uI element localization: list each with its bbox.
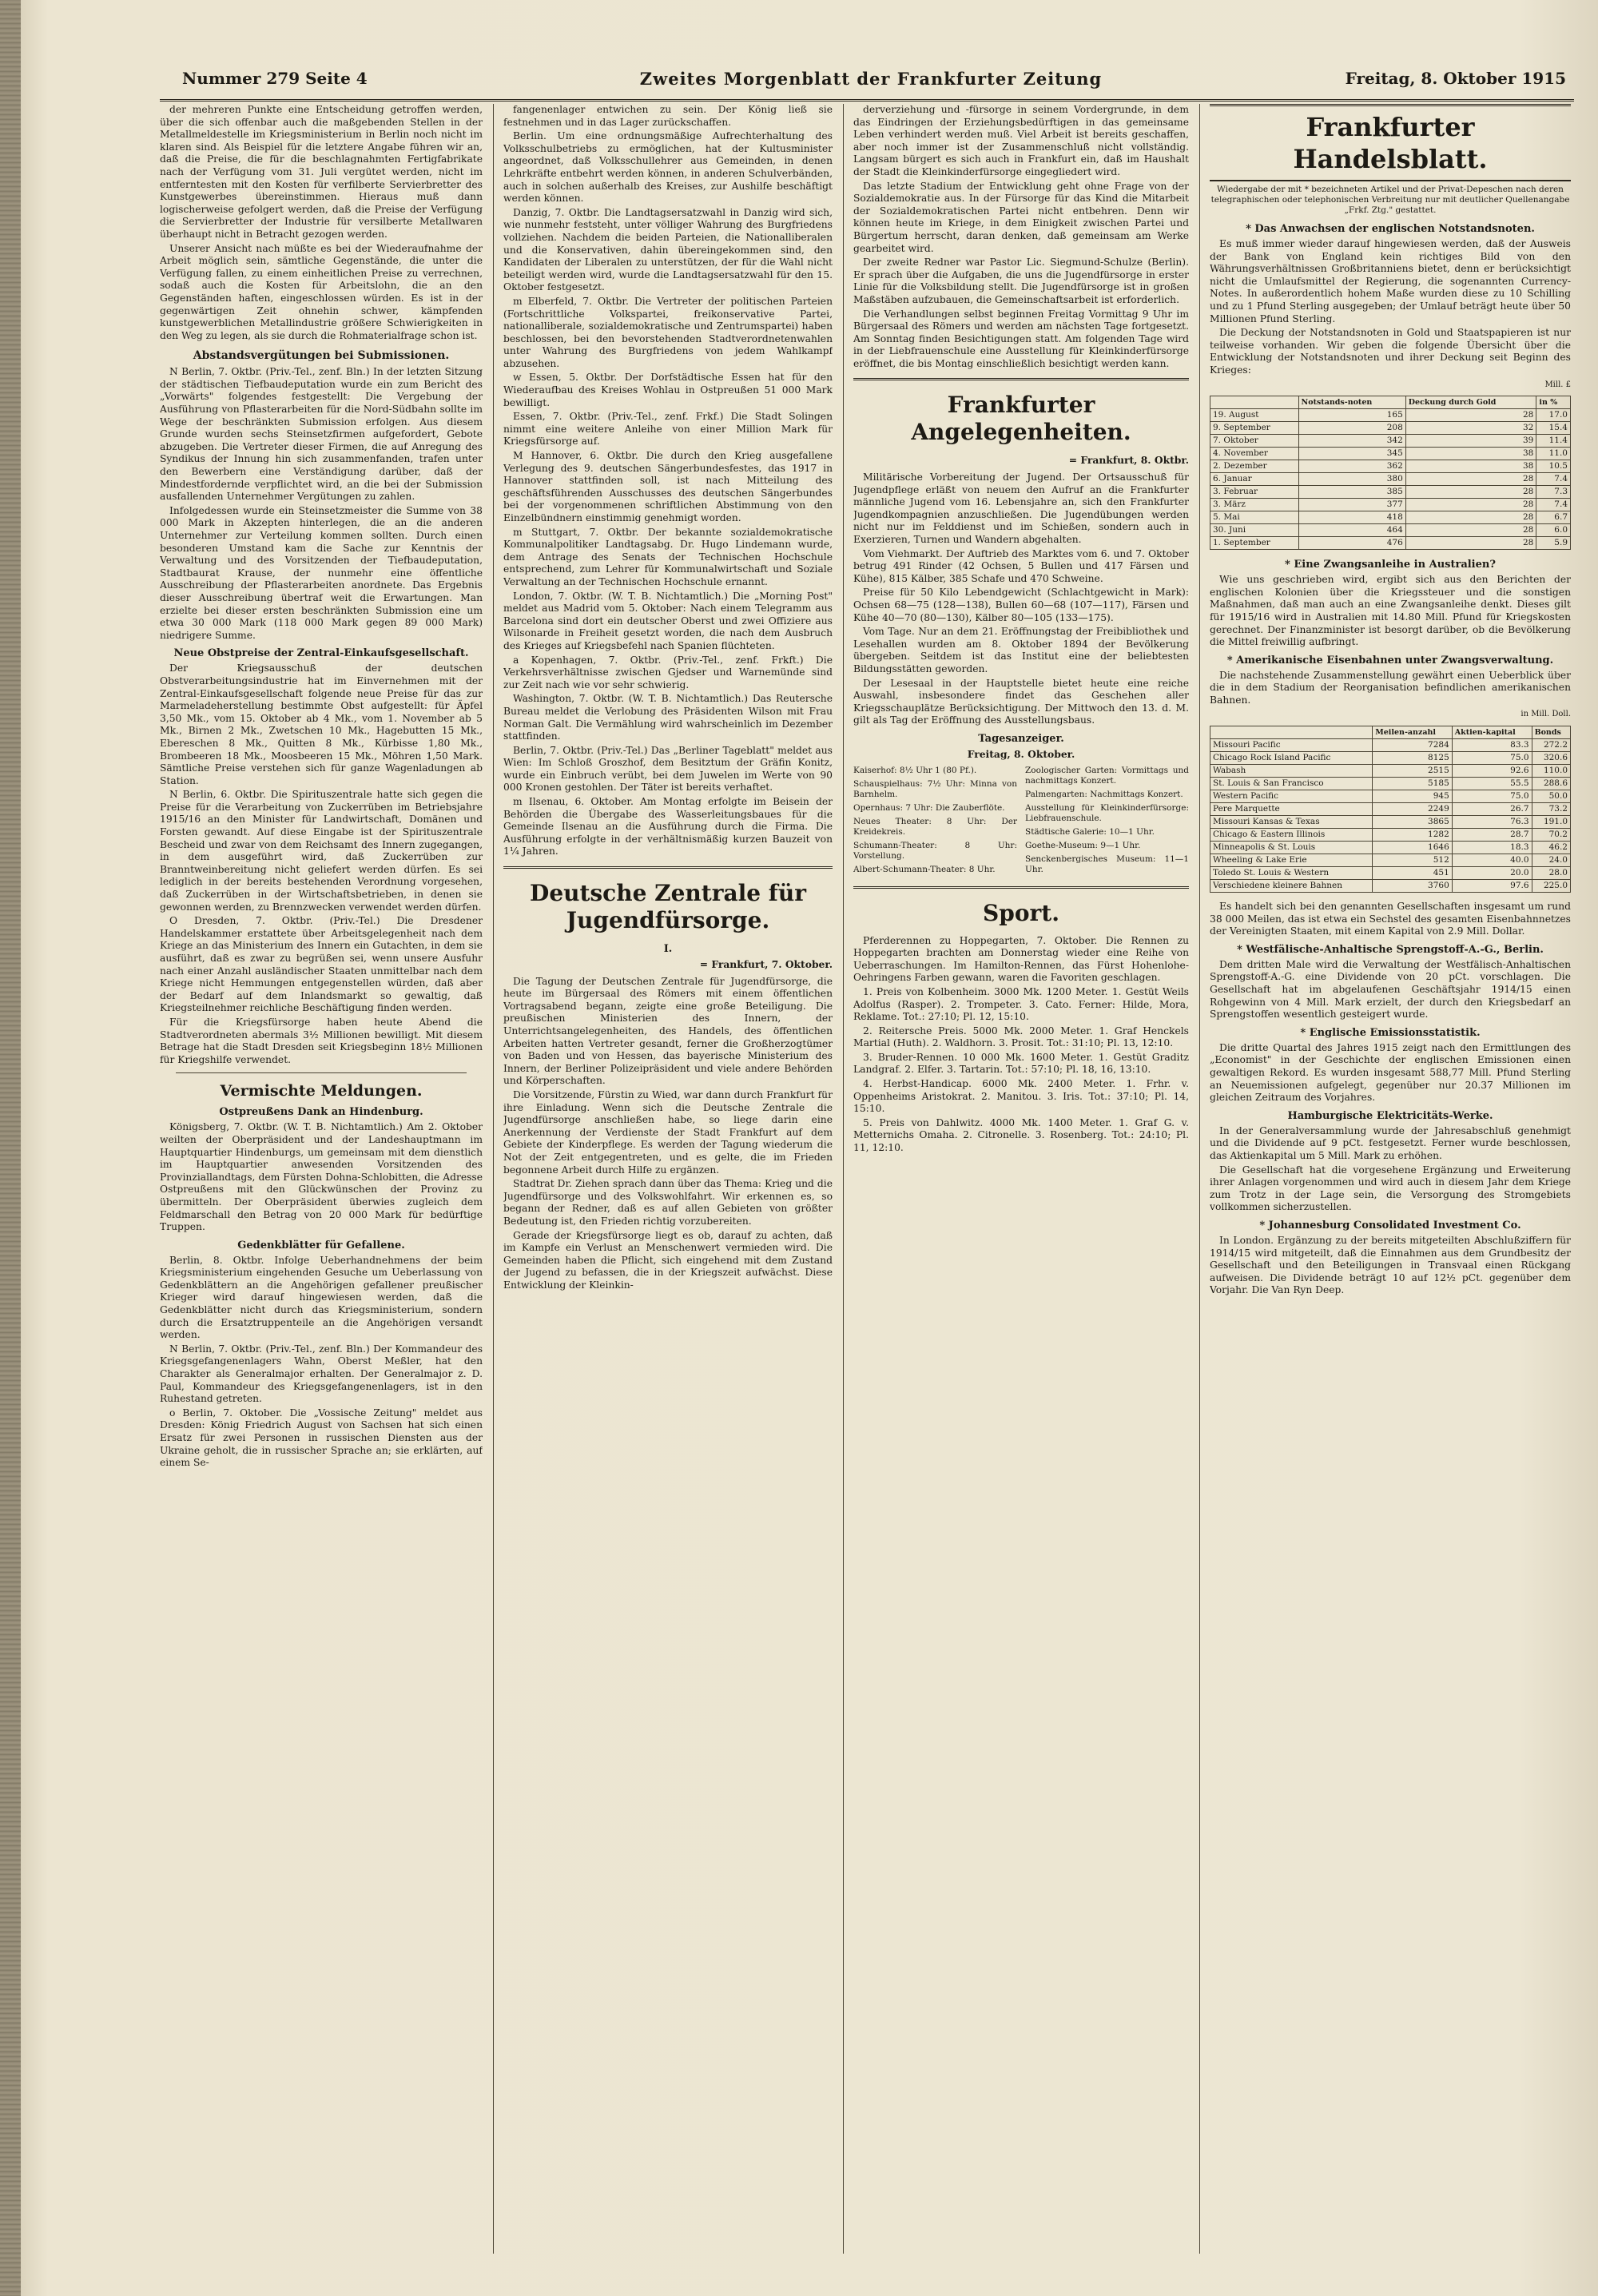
table-cell: 28	[1405, 511, 1536, 524]
article-paragraph: O Dresden, 7. Oktbr. (Priv.-Tel.) Die Dresdener Handelskammer erstattete über Arbeitsgelegenheit nach dem Kriege an das Ministerium des Innern ein Gutachten, in dem sie ausführt, daß es zwar zu begrüßen sei, wenn unsere Ausfuhr nach einer Anzahl ausländischer Staaten unmittelbar nach dem Kriege nicht Hemmungen entgegenstellen würden, daß aber der Bedarf auf dem Inlandsmarkt so gewaltig, daß Kriegsteilnehmer reichliche Beschäftigung finden werden.	[160, 915, 483, 1014]
table-row	[1210, 473, 1571, 486]
book-binding-edge	[0, 0, 21, 2296]
table-cell: 6.0	[1536, 524, 1571, 537]
table-cell: 7. Oktober	[1210, 435, 1299, 448]
table-cell: Chicago & Eastern Illinois	[1210, 829, 1373, 842]
article-paragraph: Berlin, 7. Oktbr. (Priv.-Tel.) Das „Berliner Tageblatt" meldet aus Wien: Im Schloß Groszhof, dem Besitztum der Gräfin Konitz, wurde ein Einbruch verübt, bei dem Juwelen im Werte von 90 000 Kronen gestohlen. Der Täter ist bereits verhaftet.	[503, 744, 833, 794]
table-cell: 385	[1298, 486, 1405, 499]
table-header-cell: Bonds	[1532, 726, 1570, 739]
section-heading: Frankfurter Angelegenheiten.	[911, 392, 1131, 446]
table-cell: Western Pacific	[1210, 790, 1373, 803]
article-paragraph: Berlin. Um eine ordnungsmäßige Aufrechterhaltung des Volksschulbetriebs zu ermöglichen, hat der Kultusminister angeordnet, daß Volksschullehrer aus Gemeinden, in denen Lehrkräfte entbehrt werden können, in anderen Schulverbänden, auch in solchen außerhalb des Kreises, zur Aushilfe beschäftigt werden können.	[503, 130, 833, 205]
table-row	[1210, 524, 1571, 537]
table-cell: 7.4	[1536, 499, 1571, 511]
table-cell: 208	[1298, 422, 1405, 435]
table-cell: 3760	[1373, 880, 1453, 893]
table-cell: 40.0	[1452, 854, 1532, 867]
table-row	[1210, 435, 1571, 448]
table-cell: 7.4	[1536, 473, 1571, 486]
table-header-cell: in %	[1536, 396, 1571, 409]
handelsblatt-title: Frankfurter Handelsblatt.	[1210, 104, 1571, 181]
article-heading: Tagesanzeiger.	[978, 732, 1064, 745]
table-cell: 11.0	[1536, 448, 1571, 460]
notes-table	[1210, 396, 1571, 550]
tagesanzeiger-entry: Palmengarten: Nachmittags Konzert.	[1025, 789, 1183, 799]
table-cell: 5.9	[1536, 537, 1571, 550]
article-paragraph: 1. Preis von Kolbenheim. 3000 Mk. 1200 Meter. 1. Gestüt Weils Adolfus (Rasper). 2. Trompeter. 3. Cato. Ferner: Hilde, Mora, Reklame. Tot.: 27:10; Pl. 12, 15:10.	[853, 985, 1189, 1023]
article-paragraph: Die Deckung der Notstandsnoten in Gold und Staatspapieren ist nur teilweise vorhanden. Wir geben die folgende Übersicht über die Entwicklung der Notstandsnoten und ihrer Deckung seit Beginn des Krieges:	[1210, 327, 1571, 376]
tagesanzeiger-entry: Schauspielhaus: 7½ Uhr: Minna von Barnhelm.	[853, 778, 1017, 799]
article-paragraph: o Berlin, 7. Oktober. Die „Vossische Zeitung" meldet aus Dresden: König Friedrich August von Sachsen hat sich einen Ersatz für zwei Personen in russischen Diensten aus der Ukraine geholt, die in russischer Sprache an; sie erklärten, auf einem Se-	[160, 1407, 483, 1469]
table-row	[1210, 511, 1571, 524]
table-cell: St. Louis & San Francisco	[1210, 778, 1373, 790]
article-paragraph: w Essen, 5. Oktbr. Der Dorfstädtische Essen hat für den Wiederaufbau des Kreises Wohlau in Ostpreußen 51 000 Mark bewilligt.	[503, 372, 833, 408]
table-cell: 32	[1405, 422, 1536, 435]
table-cell: 4. November	[1210, 448, 1299, 460]
article-heading: Ostpreußens Dank an Hindenburg.	[219, 1106, 423, 1119]
table-row	[1210, 829, 1571, 842]
table-cell: 17.0	[1536, 409, 1571, 422]
article-paragraph: Das letzte Stadium der Entwicklung geht ohne Frage von der Sozialdemokratie aus. In der Fürsorge für das Kind die Mitarbeit der Sozialdemokratischen Partei nicht entbehren. Denn wir können heute im Kriege, in dem Einigkeit zwischen Partei und Bürgertum herrscht, daran denken, daß gemeinsam am Werke gearbeitet wird.	[853, 180, 1189, 254]
table-cell: 30. Juni	[1210, 524, 1299, 537]
table-cell: 345	[1298, 448, 1405, 460]
table-cell: 451	[1373, 867, 1453, 880]
table-cell: 97.6	[1452, 880, 1532, 893]
article-paragraph: Die Verhandlungen selbst beginnen Freitag Vormittag 9 Uhr im Bürgersaal des Römers und werden am nächsten Tage fortgesetzt. Am Sonntag finden Besichtigungen statt. Am folgenden Tage wird in der Liebfrauenschule eine Ausstellung für Kleinkinderfürsorge eröffnet, die bis Montag einschließlich besichtigt werden kann.	[853, 308, 1189, 369]
column-rule	[493, 104, 494, 2254]
article-heading: * Westfälische-Anhaltische Sprengstoff-A.-G., Berlin.	[1237, 943, 1544, 956]
section-heading: Deutsche Zentrale für Jugendfürsorge.	[530, 880, 806, 934]
tagesanzeiger-entry: Opernhaus: 7 Uhr: Die Zauberflöte.	[853, 802, 1005, 813]
table-cell: 19. August	[1210, 409, 1299, 422]
table-header-row	[1210, 396, 1571, 409]
article-paragraph: Wie uns geschrieben wird, ergibt sich aus den Berichten der englischen Kolonien über die Kriegssteuer und die sonstigen Maßnahmen, daß man auch an eine Zwangsanleihe denkt. Dieses gilt für 1915/16 wird in Australien mit 14.80 Mill. Pfund für Kriegskosten gerechnet. Der Finanzminister ist besorgt darüber, ob die Bevölkerung die Mittel freiwillig aufbringt.	[1210, 574, 1571, 648]
table-cell: 38	[1405, 460, 1536, 473]
table-row	[1210, 778, 1571, 790]
table-cell: 9. September	[1210, 422, 1299, 435]
table-header-cell: Aktien-kapital	[1452, 726, 1532, 739]
table-row	[1210, 422, 1571, 435]
article-heading: * Johannesburg Consolidated Investment Co.	[1259, 1219, 1521, 1232]
table-cell: Minneapolis & St. Louis	[1210, 842, 1373, 854]
header-page-number: Nummer 279 Seite 4	[182, 69, 368, 88]
table-cell: 39	[1405, 435, 1536, 448]
table-row	[1210, 880, 1571, 893]
article-paragraph: London, 7. Oktbr. (W. T. B. Nichtamtlich.) Die „Morning Post" meldet aus Madrid vom 5. Oktober: Nach einem Telegramm aus Barcelona sind dort ein deutscher Oberst und zwei Offiziere aus Wilsonarde in Freiheit gesetzt worden, die nach dem Ausbruch des Krieges auf Kriegsbefehl nach Spanien flüchteten.	[503, 590, 833, 651]
table-cell: 110.0	[1532, 765, 1570, 778]
tagesanzeiger-entry: Schumann-Theater: 8 Uhr: Vorstellung.	[853, 840, 1017, 861]
table-header-cell	[1210, 396, 1299, 409]
table-row	[1210, 486, 1571, 499]
table-cell: 2249	[1373, 803, 1453, 816]
article-paragraph: 5. Preis von Dahlwitz. 4000 Mk. 1400 Meter. 1. Graf G. v. Metternichs Omaha. 2. Citronelle. 3. Rosenberg. Tot.: 24:10; Pl. 11, 12:10.	[853, 1116, 1189, 1154]
table-cell: Missouri Pacific	[1210, 739, 1373, 752]
article-paragraph: Preise für 50 Kilo Lebendgewicht (Schlachtgewicht in Mark): Ochsen 68—75 (128—138), Bullen 60—68 (107—117), Färsen und Kühe 40—70 (80—130), Kälber 80—105 (133—175).	[853, 587, 1189, 623]
table-cell: 2515	[1373, 765, 1453, 778]
table-cell: 8125	[1373, 752, 1453, 765]
table-cell: 11.4	[1536, 435, 1571, 448]
article-paragraph: Für die Kriegsfürsorge haben heute Abend die Stadtverordneten abermals 3½ Millionen bewilligt. Mit diesem Betrage hat die Stadt Dresden seit Kriegsbeginn 18½ Millionen für Kriegshilfe verwendet.	[160, 1016, 483, 1065]
article-paragraph: a Kopenhagen, 7. Oktbr. (Priv.-Tel., zenf. Frkft.) Die Verkehrsverhältnisse zwischen Gjedser und Warnemünde sind zur Zeit nach wie vor sehr schwierig.	[503, 654, 833, 690]
table-cell: 28	[1405, 499, 1536, 511]
table-cell: 512	[1373, 854, 1453, 867]
table-cell: 3865	[1373, 816, 1453, 829]
section-divider	[853, 378, 1189, 380]
article-paragraph: M Hannover, 6. Oktbr. Die durch den Krieg ausgefallene Verlegung des 9. deutschen Sängerbundesfestes, das 1917 in Hannover stattfinden soll, ist nach Mitteilung des geschäftsführenden Ausschusses des deutschen Sängerbundes bei der vorgenommenen schriftlichen Abstimmung von den Einzelbündnern einstimmig genehmigt worden.	[503, 450, 833, 523]
table-cell: 165	[1298, 409, 1405, 422]
table-cell: 50.0	[1532, 790, 1570, 803]
table-cell: 75.0	[1452, 752, 1532, 765]
table-row	[1210, 499, 1571, 511]
table-cell: 15.4	[1536, 422, 1571, 435]
column-rule	[1199, 104, 1200, 2254]
article-heading: Neue Obstpreise der Zentral-Einkaufsgesellschaft.	[173, 647, 469, 660]
table-cell: 272.2	[1532, 739, 1570, 752]
table-cell: 288.6	[1532, 778, 1570, 790]
table-header-cell: Notstands-noten	[1298, 396, 1405, 409]
table-cell: 362	[1298, 460, 1405, 473]
article-paragraph: N Berlin, 7. Oktbr. (Priv.-Tel., zenf. Bln.) In der letzten Sitzung der städtischen Tiefbaudeputation wurde ein zum Bericht des „Vorwärts" folgendes festgestellt: Die Vergebung der Ausführung von Pflasterarbeiten für die Nord-Südbahn sollte im Wege der beschränkten Submission erfolgen. Aus diesem Grunde wurden sechs Steinsetzfirmen aufgefordert, Gebote abzugeben. Die Vertreter dieser Firmen, die auf Anregung des Syndikus der Innung hin sich zusammenfanden, trafen unter den Bewerbern eine Verständigung darüber, daß der Mindestfordernde verpflichtet wird, an die bei der Submission ausfallenden Unternehmer Vergütungen zu zahlen.	[160, 366, 483, 503]
table-cell: 28	[1405, 537, 1536, 550]
table-cell: 377	[1298, 499, 1405, 511]
table-row	[1210, 739, 1571, 752]
railways-table	[1210, 726, 1571, 893]
table-cell: Toledo St. Louis & Western	[1210, 867, 1373, 880]
article-paragraph: Infolgedessen wurde ein Steinsetzmeister die Summe von 38 000 Mark in Akzepten hinterlegen, die an die anderen Unternehmer zur Verteilung kommen sollten. Durch einen besonderen Umstand kam die Sache zur Kenntnis der Verwaltung und des Vorsitzenden der Tiefbaudeputation, Stadtbaurat Krause, der nunmehr eine öffentliche Ausschreibung der Pflasterarbeiten anordnete. Das Ergebnis dieser Ausschreibung übertraf weit die Erwartungen. Man erzielte bei dieser ersten beschränkten Submission eine um etwa 30 000 Mark (118 000 Mark gegen 89 000 Mark) niedrigere Summe.	[160, 504, 483, 641]
tagesanzeiger-entry: Städtische Galerie: 10—1 Uhr.	[1025, 826, 1155, 837]
header-date: Freitag, 8. Oktober 1915	[1345, 69, 1566, 88]
table-cell: 92.6	[1452, 765, 1532, 778]
article-heading: Hamburgische Elektricitäts-Werke.	[1287, 1109, 1493, 1122]
table-row	[1210, 816, 1571, 829]
section-divider	[503, 866, 833, 869]
table-cell: 73.2	[1532, 803, 1570, 816]
article-paragraph: Pferderennen zu Hoppegarten, 7. Oktober. Die Rennen zu Hoppegarten brachten am Donnerstag wieder eine Reihe von Ueberraschungen. Im Hamilton-Rennen, das Fürst Hohenlohe-Oehringens Farben gewann, waren die Favoriten geschlagen.	[853, 934, 1189, 984]
article-paragraph: der mehreren Punkte eine Entscheidung getroffen werden, über die sich offenbar auch die maßgebenden Stellen in der Metallmeldestelle im Kriegsministerium in Berlin noch nicht im klaren sind. Als Beispiel für die letztere Angabe führen wir an, daß die Preise, die für die beschlagnahmten Fertigfabrikate nach der Verfügung vom 31. Juli vergütet werden, nicht im entferntesten mit den Kosten für verfilberte Servierbretter des Kunstgewerbes übereinstimmen. Hieraus muß dann logischerweise gefolgert werden, daß die Preise der Verfügung die Servierbretter der Industrie für versilberte Metallwaren überhaupt nicht in Betracht gezogen werden.	[160, 104, 483, 240]
article-paragraph: Die nachstehende Zusammenstellung gewährt einen Ueberblick über die in dem Stadium der Reorganisation befindlichen amerikanischen Bahnen.	[1210, 669, 1571, 706]
table-cell: 476	[1298, 537, 1405, 550]
table-cell: 3. Februar	[1210, 486, 1299, 499]
table-cell: 28	[1405, 486, 1536, 499]
article-paragraph: Vom Tage. Nur an dem 21. Eröffnungstag der Freibibliothek und Lesehallen wurden am 8. Oktober 1894 der Bevölkerung übergeben. Seitdem ist das Institut eine der beliebtesten Bildungsstätten geworden.	[853, 626, 1189, 674]
column-1	[160, 104, 483, 2254]
table-cell: 46.2	[1532, 842, 1570, 854]
article-paragraph: Die Vorsitzende, Fürstin zu Wied, war dann durch Frankfurt für ihre Einladung. Wenn sich die Deutsche Zentrale die Jugendfürsorge anschließen habe, so liege darin eine Anerkennung der Verdienste der Stadt Frankfurt auf dem Gebiete der Kinderpflege. Es werden der Tagung wiederum die Not der Zeit entgegentreten, und es gelte, die im Frieden begonnene Arbeit durch Hilfe zu ergänzen.	[503, 1088, 833, 1176]
table-row	[1210, 790, 1571, 803]
article-paragraph: In London. Ergänzung zu der bereits mitgeteilten Abschlußziffern für 1914/15 wird mitgeteilt, daß die Einnahmen aus dem Grundbesitz der Gesellschaft und den Beteiligungen in Transvaal einen Rückgang aufweisen. Die Dividende beträgt 10 auf 12½ pCt. gegenüber dem Vorjahr. Die Van Ryn Deep.	[1210, 1234, 1571, 1296]
article-heading: Abstandsvergütungen bei Submissionen.	[193, 349, 450, 363]
table-row	[1210, 854, 1571, 867]
article-paragraph: N Berlin, 7. Oktbr. (Priv.-Tel., zenf. Bln.) Der Kommandeur des Kriegsgefangenenlagers Wahn, Oberst Meßler, hat den Charakter als Generalmajor erhalten. Der Generalmajor z. D. Paul, Kommandeur des Kriegsgefangenenlagers, ist in den Ruhestand getreten.	[160, 1343, 483, 1405]
table-cell: 3. März	[1210, 499, 1299, 511]
column-rule	[843, 104, 844, 2254]
article-paragraph: Der Kriegsausschuß der deutschen Obstverarbeitungsindustrie hat im Einvernehmen mit der Zentral-Einkaufsgesellschaft folgende neue Preise für das zur Marmeladeherstellung bestimmte Obst aufgestellt: für Äpfel 3,50 Mk., vom 15. Oktober ab 4 Mk., vom 1. November ab 5 Mk., Birnen 2 Mk., Zwetschen 10 Mk., Hagebutten 15 Mk., Ebereschen 8 Mk., Quitten 8 Mk., Kürbisse 1,80 Mk., Brombeeren 18 Mk., Moosbeeren 15 Mk., Möhren 1,50 Mark. Sämtliche Preise verstehen sich für ganze Wagenladungen ab Station.	[160, 663, 483, 786]
table-cell: 225.0	[1532, 880, 1570, 893]
table-cell: Verschiedene kleinere Bahnen	[1210, 880, 1373, 893]
table-cell: 28	[1405, 473, 1536, 486]
table-cell: 7284	[1373, 739, 1453, 752]
table-header-cell	[1210, 726, 1373, 739]
table-row	[1210, 765, 1571, 778]
article-paragraph: m Elberfeld, 7. Oktbr. Die Vertreter der politischen Parteien (Fortschrittliche Volkspartei, freikonservative Partei, nationalliberale, sozialdemokratische und Zentrumspartei) haben beschlossen, bei den bevorstehenden Stadtverordnetenwahlen unter Wahrung des Burgfriedens von jedem Wahlkampf abzusehen.	[503, 295, 833, 369]
table-cell: 464	[1298, 524, 1405, 537]
article-paragraph: derverziehung und -fürsorge in seinem Vordergrunde, in dem das Eindringen der Erziehungsbedürftigen in das gemeinsame Leben verhindert werden muß. Viel Arbeit ist bereits geschaffen, aber noch immer ist der Zusammenschluß nicht vollständig. Langsam bürgert es sich auch in Frankfurt ein, daß im Haushalt der Stadt die Kleinkinderfürsorge eingegliedert wird.	[853, 104, 1189, 177]
table-cell: 28	[1405, 409, 1536, 422]
table-cell: 380	[1298, 473, 1405, 486]
table-cell: 18.3	[1452, 842, 1532, 854]
table-cell: 191.0	[1532, 816, 1570, 829]
dateline: = Frankfurt, 7. Oktober.	[699, 958, 833, 971]
table-cell: 26.7	[1452, 803, 1532, 816]
article-paragraph: Unserer Ansicht nach müßte es bei der Wiederaufnahme der Arbeit möglich sein, sämtliche Gegenstände, die unter die Verfügung fallen, zu einem einheitlichen Preise zu verrechnen, sodaß auch die Kosten für Arbeitslohn, die an den Gegenständen haften, eingeschlossen würden. Es ist in der gegenwärtigen Zeit ohnehin schwer, kämpfenden kunstgewerblichen Metallindustrie größere Schwierigkeiten in den Weg zu legen, als sie durch die Rohmaterialfrage schon ist.	[160, 242, 483, 341]
table-cell: 28.7	[1452, 829, 1532, 842]
table-cell: 6.7	[1536, 511, 1571, 524]
table-cell: Chicago Rock Island Pacific	[1210, 752, 1373, 765]
table-cell: 76.3	[1452, 816, 1532, 829]
column-2	[503, 104, 833, 2254]
article-paragraph: Die Tagung der Deutschen Zentrale für Jugendfürsorge, die heute im Bürgersaal des Römers mit einem öffentlichen Vortragsabend begann, zeigte eine große Beteiligung. Die preußischen Ministerien des Innern, der Unterrichtsangelegenheiten, des Handels, des öffentlichen Arbeiten hatten Vertreter gesandt, ferner die Großherzogtümer von Baden und von Hessen, das bayerische Ministerium des Innern, der Berliner Polizeipräsident und viele andere Behörden und Körperschaften.	[503, 975, 833, 1087]
article-paragraph: Essen, 7. Oktbr. (Priv.-Tel., zenf. Frkf.) Die Stadt Solingen nimmt eine weitere Anleihe von einer Million Mark für Kriegsfürsorge auf.	[503, 411, 833, 448]
article-paragraph: Militärische Vorbereitung der Jugend. Der Ortsausschuß für Jugendpflege erläßt von neuem den Aufruf an die Frankfurter männliche Jugend vom 16. Lebensjahre an, sich den Frankfurter Jugendkompagnien anzuschließen. Die Jugendübungen werden nicht nur im Felddienst und im Schießen, sondern auch in Exerzieren, Turnen und Wandern abgehalten.	[853, 472, 1189, 546]
article-paragraph: Königsberg, 7. Oktbr. (W. T. B. Nichtamtlich.) Am 2. Oktober weilten der Oberpräsident und der Landeshauptmann im Hauptquartier Hindenburgs, um gemeinsam mit dem dienstlich im Hauptquartier anwesenden Vorsitzenden des Provinziallandtags, dem Fürsten Dohna-Schlobitten, die Adresse Ostpreußens mit den Glückwünschen der Provinz zu übermitteln. Der Oberpräsident überwies zugleich dem Feldmarschall den Betrag von 20 000 Mark für bedürftige Truppen.	[160, 1121, 483, 1233]
article-paragraph: N Berlin, 6. Oktbr. Die Spirituszentrale hatte sich gegen die Preise für die Verarbeitung von Zuckerrüben im Betriebsjahre 1915/16 an den Minister für Landwirtschaft, Domänen und Forsten gewandt. Auf diese Eingabe ist der Spirituszentrale Bescheid und zwar von dem Reichsamt des Innern zugegangen, in dem ausgeführt wird, daß Zuckerrüben zur Branntweinbereitung nicht geliefert werden dürfen. Es sei lediglich in der bereits bestehenden Verordnung vorgesehen, daß Zuckerrüben in der Wirtschaftsbetrieben, in denen sie gewonnen werden, zu Brennzwecken verwendet werden dürfen.	[160, 789, 483, 913]
table-header-cell: Deckung durch Gold	[1405, 396, 1536, 409]
section-heading: Vermischte Meldungen.	[220, 1082, 423, 1100]
table-cell: 418	[1298, 511, 1405, 524]
article-heading: * Amerikanische Eisenbahnen unter Zwangsverwaltung.	[1226, 654, 1554, 667]
table-row	[1210, 448, 1571, 460]
article-paragraph: Danzig, 7. Oktbr. Die Landtagsersatzwahl in Danzig wird sich, wie nunmehr feststeht, unter völliger Wahrung des Burgfriedens vollziehen. Nachdem die beiden Parteien, die Nationalliberalen und die Konservativen, dahin übereingekommen sind, den Kandidaten der Liberalen zu unterstützen, der für die Wahl nicht beteiligt werden wird, wurde die Landtagsersatzwahl für den 15. Oktober festgesetzt.	[503, 206, 833, 293]
article-paragraph: Die Gesellschaft hat die vorgesehene Ergänzung und Erweiterung ihrer Anlagen vorgenommen und wird auch in diesem Jahr dem Kriege zum Trotz in der Lage sein, die Versorgung des Stromgebiets vollkommen sicherzustellen.	[1210, 1164, 1571, 1213]
article-paragraph: Es handelt sich bei den genannten Gesellschaften insgesamt um rund 38 000 Meilen, das ist etwa ein Sechstel des gesamten Eisenbahnnetzes der Vereinigten Staaten, mit einem Kapital von 2.9 Mill. Dollar.	[1210, 901, 1571, 937]
article-paragraph: 3. Bruder-Rennen. 10 000 Mk. 1600 Meter. 1. Gestüt Graditz Landgraf. 2. Elfer. 3. Tartarin. Tot.: 57:10; Pl. 18, 16, 13:10.	[853, 1051, 1189, 1076]
table-cell: 83.3	[1452, 739, 1532, 752]
article-paragraph: Der Lesesaal in der Hauptstelle bietet heute eine reiche Auswahl, insbesondere findet das Geschehen aller Kriegsschauplätze Berücksichtigung. Der Mittwoch den 13. d. M. gilt als Tag der Eröffnung des Ausstellungsbaus.	[853, 677, 1189, 726]
tagesanzeiger-list	[853, 766, 1189, 878]
tagesanzeiger-entry: Zoologischer Garten: Vormittags und nachmittags Konzert.	[1025, 765, 1189, 786]
article-paragraph: 2. Reitersche Preis. 5000 Mk. 2000 Meter. 1. Graf Henckels Martial (Huth). 2. Waldhorn. 3. Prosit. Tot.: 31:10; Pl. 13, 12:10.	[853, 1025, 1189, 1049]
table-cell: 342	[1298, 435, 1405, 448]
article-paragraph: Die dritte Quartal des Jahres 1915 zeigt nach den Ermittlungen des „Economist" in der Geschichte der englischen Emissionen einen gewaltigen Rekord. Es wurden insgesamt 588,77 Mill. Pfund Sterling an Neuemissionen aufgelegt, gegenüber nur 20.37 Millionen im gleichen Zeitraum des Vorjahres.	[1210, 1041, 1571, 1104]
section-divider	[853, 886, 1189, 889]
article-heading: * Englische Emissionsstatistik.	[1300, 1026, 1481, 1039]
table-cell: 38	[1405, 448, 1536, 460]
table-cell: 945	[1373, 790, 1453, 803]
page-header	[160, 64, 1574, 101]
table-unit: in Mill. Doll.	[1520, 710, 1571, 719]
table-cell: 2. Dezember	[1210, 460, 1299, 473]
article-paragraph: Stadtrat Dr. Ziehen sprach dann über das Thema: Krieg und die Jugendfürsorge und des Volkswohlfahrt. Wir erkennen es, so begann der Redner, daß es auf allen Gebieten von größter Bedeutung ist, den Frieden richtig vorzubereiten.	[503, 1178, 833, 1227]
tagesanzeiger-entry: Ausstellung für Kleinkinderfürsorge: Liebfrauenschule.	[1025, 802, 1189, 823]
tagesanzeiger-entry: Kaiserhof: 8½ Uhr 1 (80 Pf.).	[853, 765, 977, 775]
header-masthead: Zweites Morgenblatt der Frankfurter Zeitung	[639, 69, 1103, 89]
table-cell: 1282	[1373, 829, 1453, 842]
article-heading: * Eine Zwangsanleihe in Australien?	[1285, 559, 1496, 571]
table-cell: 28.0	[1532, 867, 1570, 880]
article-paragraph: Es muß immer wieder darauf hingewiesen werden, daß der Ausweis der Bank von England kein richtiges Bild von den Währungsverhältnissen Großbritanniens bietet, denn er berücksichtigt nicht die Umlaufsmittel der Regierung, die sogenannten Currency-Notes. In außerordentlich hohem Maße wurden diese zu 10 Schilling und zu 1 Pfund Sterling ausgegeben; der Umlauf beträgt heute über 50 Millionen Pfund Sterling.	[1210, 238, 1571, 324]
table-header-row	[1210, 726, 1571, 739]
handelsblatt-subtitle: Wiedergabe der mit * bezeichneten Artikel und der Privat-Depeschen nach deren telegraphischen oder telephonischen Verbreitung nur mit deutlicher Quellenangabe „Frkf. Ztg." gestattet.	[1210, 185, 1570, 215]
section-divider	[176, 1072, 467, 1073]
table-row	[1210, 752, 1571, 765]
table-row	[1210, 867, 1571, 880]
section-heading: Sport.	[983, 899, 1059, 926]
table-row	[1210, 537, 1571, 550]
table-cell: 320.6	[1532, 752, 1570, 765]
table-cell: 5185	[1373, 778, 1453, 790]
article-paragraph: In der Generalversammlung wurde der Jahresabschluß genehmigt und die Dividende auf 9 pCt. festgesetzt. Ferner wurde beschlossen, das Aktienkapital um 5 Mill. Mark zu erhöhen.	[1210, 1124, 1571, 1161]
table-header-cell: Meilen-anzahl	[1373, 726, 1453, 739]
table-cell: Wabash	[1210, 765, 1373, 778]
table-cell: Missouri Kansas & Texas	[1210, 816, 1373, 829]
article-paragraph: 4. Herbst-Handicap. 6000 Mk. 2400 Meter. 1. Frhr. v. Oppenheims Aristokrat. 2. Manitou. 3. Iris. Tot.: 37:10; Pl. 14, 15:10.	[853, 1078, 1189, 1115]
article-heading: Gedenkblätter für Gefallene.	[237, 1239, 405, 1251]
table-cell: 55.5	[1452, 778, 1532, 790]
column-4-handelsblatt	[1210, 104, 1571, 2254]
article-paragraph: m Stuttgart, 7. Oktbr. Der bekannte sozialdemokratische Kommunalpolitiker Landtagsabg. Dr. Hugo Lindemann wurde, dem Antrage des Senats der Technischen Hochschule entsprechend, zum Lehrer für Kommunalwirtschaft und Soziale Verwaltung an der Technischen Hochschule ernannt.	[503, 526, 833, 587]
article-paragraph: Vom Viehmarkt. Der Auftrieb des Marktes vom 6. und 7. Oktober betrug 491 Rinder (42 Ochsen, 5 Bullen und 417 Färsen und Kühe), 815 Kälber, 385 Schafe und 470 Schweine.	[853, 547, 1189, 584]
tagesanzeiger-entry: Neues Theater: 8 Uhr: Der Kreidekreis.	[853, 816, 1017, 837]
table-row	[1210, 460, 1571, 473]
table-row	[1210, 842, 1571, 854]
table-cell: 5. Mai	[1210, 511, 1299, 524]
tagesanzeiger-entry: Senckenbergisches Museum: 11—1 Uhr.	[1025, 854, 1189, 874]
table-cell: 28	[1405, 524, 1536, 537]
article-paragraph: Washington, 7. Oktbr. (W. T. B. Nichtamtlich.) Das Reutersche Bureau meldet die Verlobung des Präsidenten Wilson mit Frau Norman Galt. Die Vermählung wird wahrscheinlich im Dezember stattfinden.	[503, 693, 833, 742]
article-paragraph: Dem dritten Male wird die Verwaltung der Westfälisch-Anhaltischen Sprengstoff-A.-G. eine Dividende von 20 pCt. vorschlagen. Die Gesellschaft hat im abgelaufenen Geschäftsjahr 1914/15 einen Rohgewinn von 4 Mill. Mark erzielt, der durch den Kriegsbedarf an Sprengstoffen wesentlich gesteigert wurde.	[1210, 958, 1571, 1021]
article-subheading: I.	[663, 943, 673, 956]
table-cell: 1646	[1373, 842, 1453, 854]
tagesanzeiger-entry: Albert-Schumann-Theater: 8 Uhr.	[853, 864, 996, 874]
dateline: = Frankfurt, 8. Oktbr.	[1068, 454, 1189, 467]
table-cell: Pere Marquette	[1210, 803, 1373, 816]
table-unit: Mill. £	[1544, 380, 1571, 389]
table-row	[1210, 409, 1571, 422]
tagesanzeiger-date: Freitag, 8. Oktober.	[967, 747, 1075, 760]
table-row	[1210, 803, 1571, 816]
article-paragraph: Berlin, 8. Oktbr. Infolge Ueberhandnehmens der beim Kriegsministerium eingehenden Gesuche um Ueberlassung von Gedenkblättern an die Angehörigen gefallener preußischer Krieger wird darauf hingewiesen werden, daß die Gedenkblätter nicht durch das Kriegsministerium, sondern durch die Ersatztruppenteile an die Angehörigen versandt werden.	[160, 1254, 483, 1341]
table-cell: 20.0	[1452, 867, 1532, 880]
article-paragraph: Gerade der Kriegsfürsorge liegt es ob, darauf zu achten, daß im Kampfe ein Verlust an Menschenwert vermieden wird. Die Gemeinden haben die Pflicht, sich eingehend mit dem Zustand der Jugend zu befassen, die in der Kriegszeit aufwächst. Diese Entwicklung der Kleinkin-	[503, 1229, 833, 1291]
article-heading: * Das Anwachsen der englischen Notstandsnoten.	[1246, 223, 1535, 235]
table-cell: 6. Januar	[1210, 473, 1299, 486]
table-cell: 75.0	[1452, 790, 1532, 803]
table-cell: 70.2	[1532, 829, 1570, 842]
table-cell: 1. September	[1210, 537, 1299, 550]
table-cell: 24.0	[1532, 854, 1570, 867]
column-3	[853, 104, 1189, 2254]
table-cell: Wheeling & Lake Erie	[1210, 854, 1373, 867]
table-cell: 10.5	[1536, 460, 1571, 473]
article-paragraph: fangenenlager entwichen zu sein. Der König ließ sie festnehmen und in das Lager zurückschaffen.	[503, 104, 833, 128]
tagesanzeiger-entry: Goethe-Museum: 9—1 Uhr.	[1025, 840, 1141, 850]
table-cell: 7.3	[1536, 486, 1571, 499]
article-paragraph: Der zweite Redner war Pastor Lic. Siegmund-Schulze (Berlin). Er sprach über die Aufgaben, die uns die Jugendfürsorge in erster Linie für die Volksbildung stellt. Die Jugendfürsorge ist in großen Maßstäben aufzubauen, die Gemeinschaftsarbeit ist erforderlich.	[853, 257, 1189, 305]
article-paragraph: m Ilsenau, 6. Oktober. Am Montag erfolgte im Beisein der Behörden die Übergabe des Wasserleitungsbaues für die Gemeinde Ilsenau an die Ausführung durch die Firma. Die Ausführung erfolgte in der verhältnismäßig kurzen Bauzeit von 1¼ Jahren.	[503, 796, 833, 858]
